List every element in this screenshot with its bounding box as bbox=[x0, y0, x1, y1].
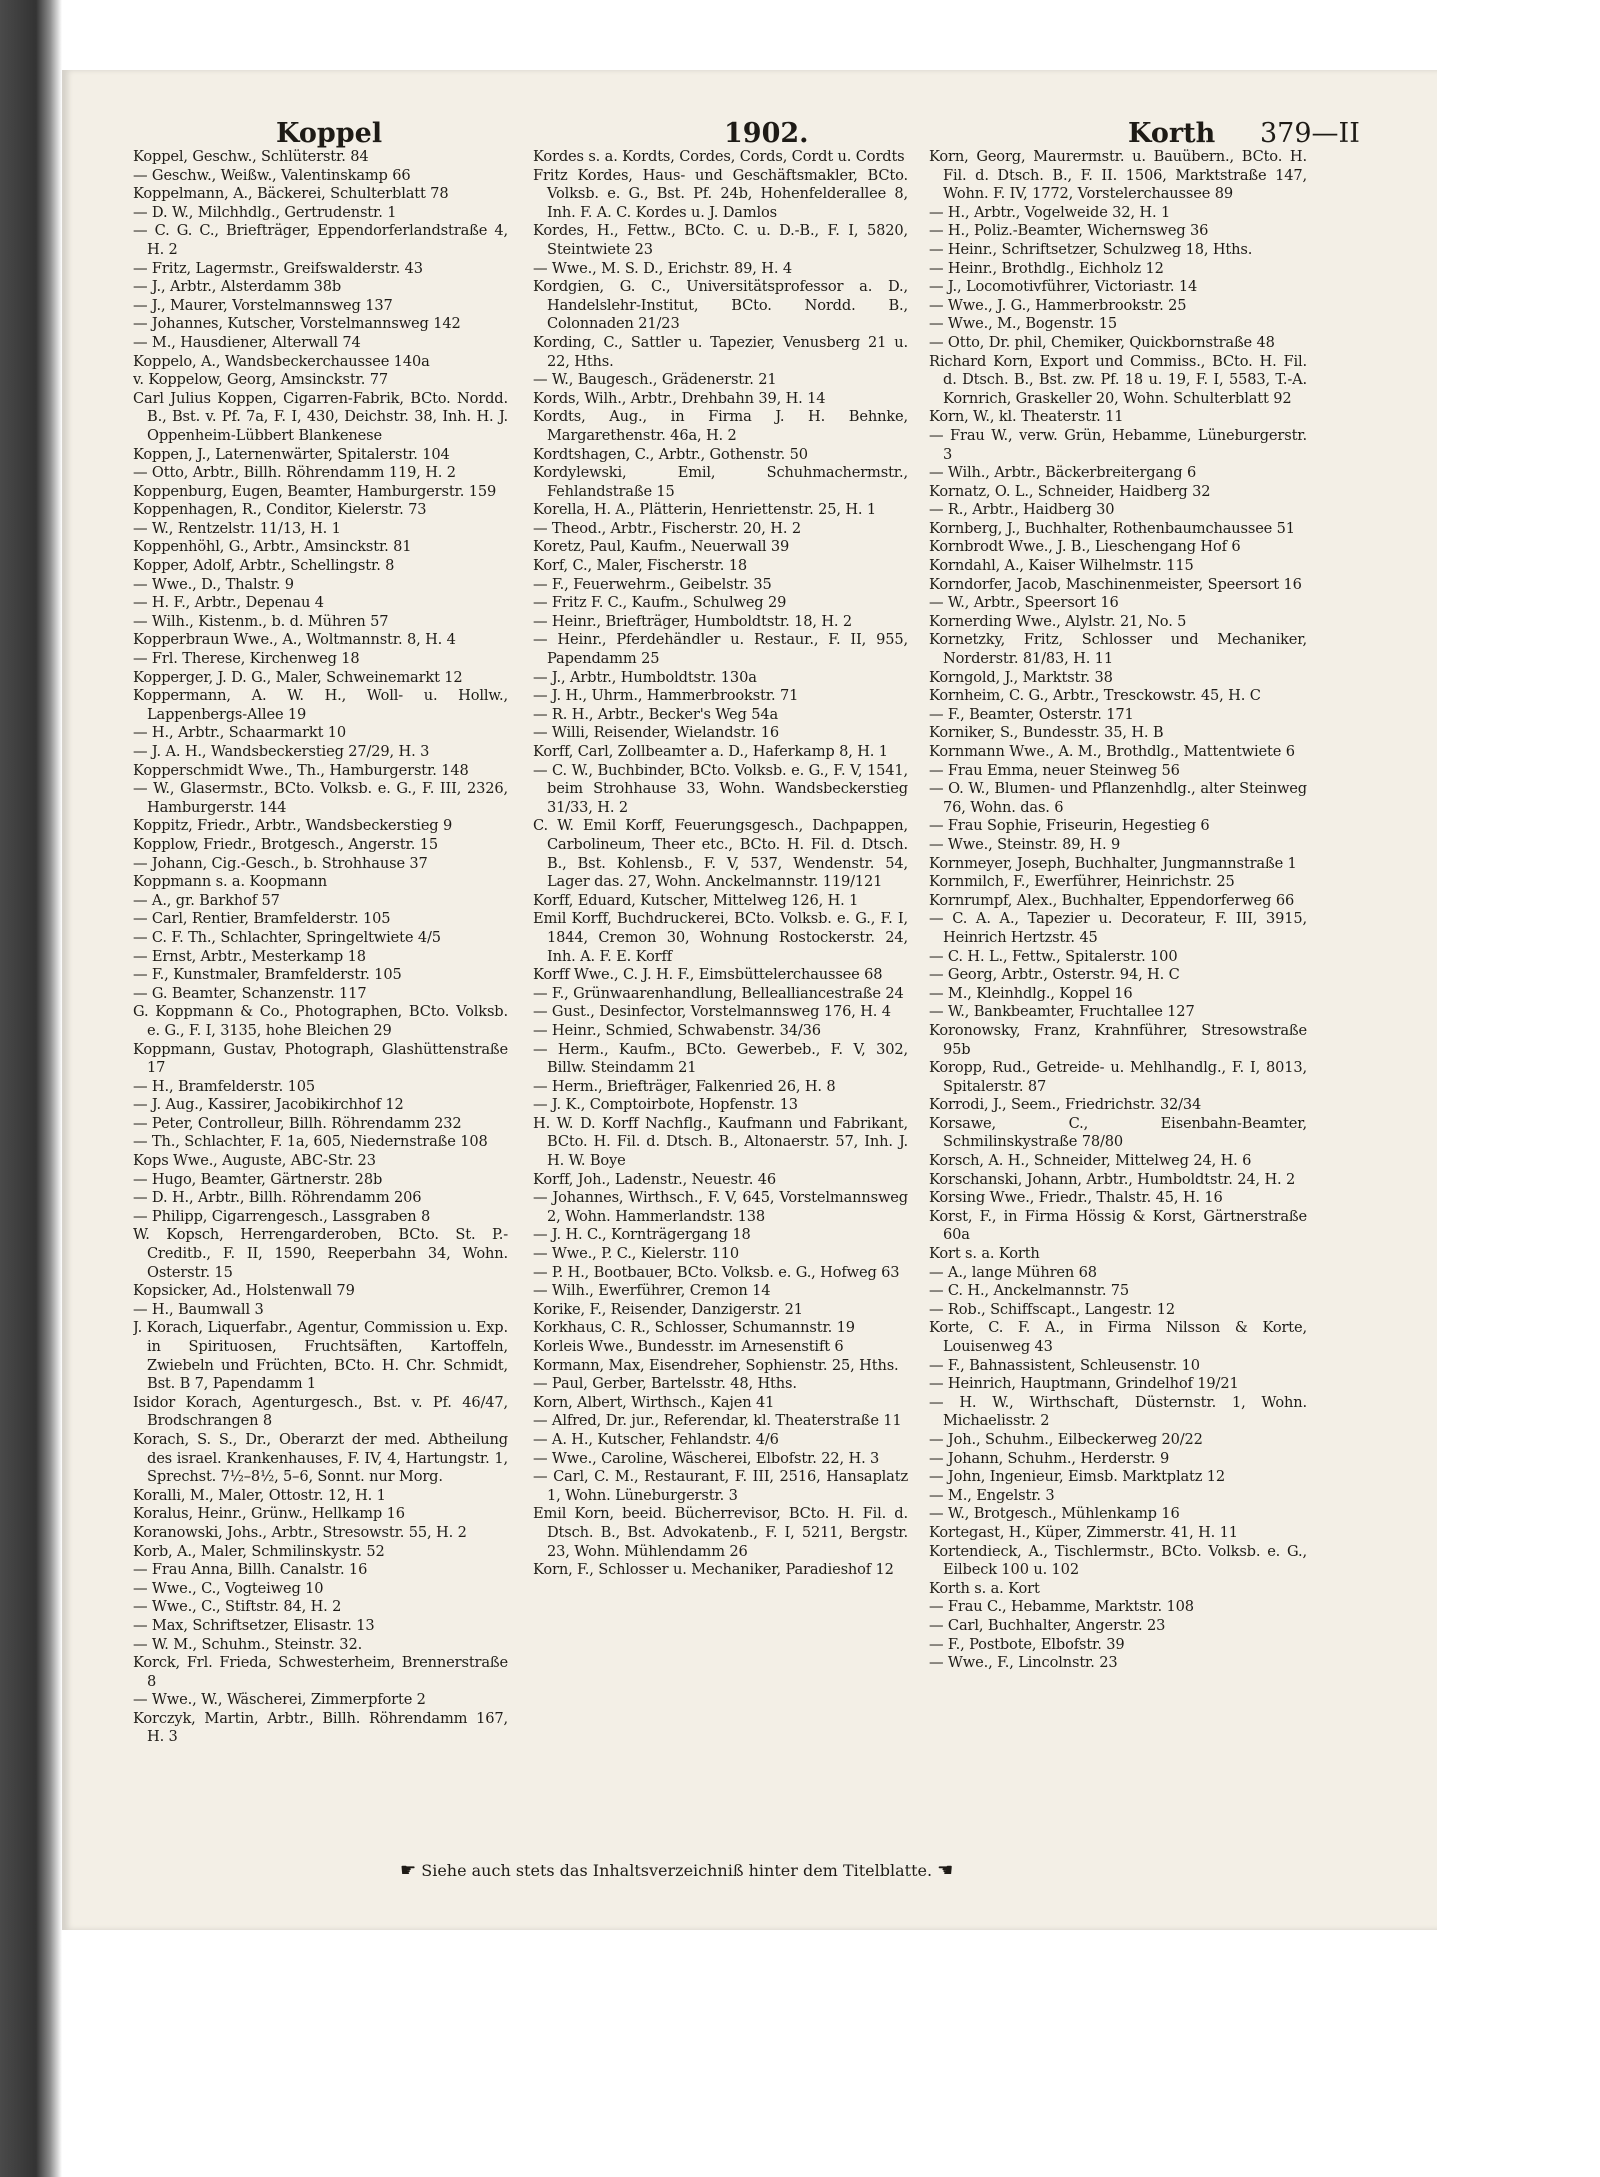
directory-entry: — M., Kleinhdlg., Koppel 16 bbox=[929, 984, 1133, 1002]
directory-entry: Kornatz, O. L., Schneider, Haidberg 32 bbox=[929, 482, 1211, 500]
directory-entry: — Heinrich, Hauptmann, Grindelhof 19/21 bbox=[929, 1375, 1239, 1393]
book-binding-edge bbox=[0, 0, 62, 2177]
directory-entry: — J., Maurer, Vorstelmannsweg 137 bbox=[133, 296, 393, 314]
directory-entry: Korn, Georg, Maurermstr. u. Bauübern., BCto. H. Fil. d. Dtsch. B., F. II. 1506, Marktstraße 147, Wohn. F. IV, 1772, Vorstelerchaussee 89 bbox=[929, 148, 1307, 203]
directory-entry: — C. H., Anckelmannstr. 75 bbox=[929, 1282, 1130, 1300]
directory-entry: Korach, S. S., Dr., Oberarzt der med. Abtheilung des israel. Krankenhauses, F. IV, 4, Hartungstr. 1, Sprechst. 7½–8½, 5–6, Sonnt. nur Morg. bbox=[133, 1430, 508, 1486]
directory-entry: — Th., Schlachter, F. 1a, 605, Niedernstraße 108 bbox=[133, 1133, 488, 1151]
directory-entry: Korth s. a. Kort bbox=[929, 1579, 1040, 1597]
directory-entry: Koretz, Paul, Kaufm., Neuerwall 39 bbox=[533, 538, 790, 556]
directory-entry: — Theod., Arbtr., Fischerstr. 20, H. 2 bbox=[533, 519, 801, 537]
directory-entry: Korsawe, C., Eisenbahn-Beamter, Schmilinskystraße 78/80 bbox=[929, 1114, 1307, 1151]
directory-entry: Korsing Wwe., Friedr., Thalstr. 45, H. 16 bbox=[929, 1189, 1223, 1207]
directory-entry: — J. K., Comptoirbote, Hopfenstr. 13 bbox=[533, 1096, 798, 1114]
directory-entry: Korniker, S., Bundesstr. 35, H. B bbox=[929, 724, 1164, 742]
directory-entry: — C. G. C., Briefträger, Eppendorferlandstraße 4, H. 2 bbox=[133, 222, 508, 258]
directory-entry: — R. H., Arbtr., Becker's Weg 54a bbox=[533, 705, 779, 723]
directory-entry: — Heinr., Schmied, Schwabenstr. 34/36 bbox=[533, 1021, 821, 1039]
directory-entry: — Heinr., Brothdlg., Eichholz 12 bbox=[929, 259, 1164, 277]
directory-entry: — Herm., Briefträger, Falkenried 26, H. 8 bbox=[533, 1077, 836, 1095]
directory-entry: Koppitz, Friedr., Arbtr., Wandsbeckerstieg 9 bbox=[133, 817, 453, 835]
directory-entry: — H., Bramfelderstr. 105 bbox=[133, 1077, 316, 1095]
pointing-hand-left-icon: ☛ bbox=[400, 1860, 417, 1881]
directory-entry: Kornberg, J., Buchhalter, Rothenbaumchaussee 51 bbox=[929, 519, 1295, 537]
directory-entry: — W., Arbtr., Speersort 16 bbox=[929, 594, 1119, 612]
directory-entry: — Geschw., Weißw., Valentinskamp 66 bbox=[133, 166, 411, 184]
directory-entry: Kordylewski, Emil, Schuhmachermstr., Fehlandstraße 15 bbox=[533, 464, 908, 500]
directory-entry: — H., Arbtr., Vogelweide 32, H. 1 bbox=[929, 203, 1171, 221]
directory-entry: — Frau Emma, neuer Steinweg 56 bbox=[929, 761, 1180, 779]
directory-entry: Kopsicker, Ad., Holstenwall 79 bbox=[133, 1282, 355, 1300]
directory-entry: — J., Arbtr., Alsterdamm 38b bbox=[133, 278, 342, 296]
directory-entry: — Wwe., C., Vogteiweg 10 bbox=[133, 1579, 324, 1597]
directory-entry: — H. W., Wirthschaft, Düsternstr. 1, Wohn. Michaelisstr. 2 bbox=[929, 1393, 1307, 1430]
directory-entry: W. Kopsch, Herrengarderoben, BCto. St. P.-Creditb., F. II, 1590, Reeperbahn 34, Wohn. Osterstr. 15 bbox=[133, 1226, 508, 1281]
directory-entry: J. Korach, Liquerfabr., Agentur, Commission u. Exp. in Spirituosen, Fruchtsäften, Kartoffeln, Zwiebeln und Früchten, BCto. H. Chr. Schmidt, Bst. B 7, Papendamm 1 bbox=[133, 1319, 508, 1393]
directory-entry: — Fritz F. C., Kaufm., Schulweg 29 bbox=[533, 594, 787, 612]
directory-entry: — A. H., Kutscher, Fehlandstr. 4/6 bbox=[533, 1430, 779, 1448]
directory-entry: — A., lange Mühren 68 bbox=[929, 1263, 1097, 1281]
directory-entry: — Wwe., D., Thalstr. 9 bbox=[133, 575, 294, 593]
directory-entry: Kornmeyer, Joseph, Buchhalter, Jungmannstraße 1 bbox=[929, 854, 1297, 872]
directory-entry: v. Koppelow, Georg, Amsinckstr. 77 bbox=[133, 371, 388, 389]
directory-entry: — F., Kunstmaler, Bramfelderstr. 105 bbox=[133, 966, 402, 984]
directory-entry: — F., Beamter, Osterstr. 171 bbox=[929, 705, 1134, 723]
directory-entry: Korkhaus, C. R., Schlosser, Schumannstr. 19 bbox=[533, 1319, 855, 1337]
directory-entry: — H. F., Arbtr., Depenau 4 bbox=[133, 594, 324, 612]
directory-entry: Kordts, Aug., in Firma J. H. Behnke, Margarethenstr. 46a, H. 2 bbox=[533, 408, 908, 444]
directory-column-2 bbox=[533, 148, 908, 1848]
directory-entry: — Johann, Schuhm., Herderstr. 9 bbox=[929, 1449, 1170, 1467]
directory-entry: — Ernst, Arbtr., Mesterkamp 18 bbox=[133, 947, 366, 965]
directory-entry: Korck, Frl. Frieda, Schwesterheim, Brennerstraße 8 bbox=[133, 1654, 508, 1690]
directory-entry: — Johann, Cig.-Gesch., b. Strohhause 37 bbox=[133, 854, 428, 872]
directory-entry: — Wwe., P. C., Kielerstr. 110 bbox=[533, 1245, 739, 1263]
directory-entry: Koppelo, A., Wandsbeckerchaussee 140a bbox=[133, 352, 430, 370]
directory-entry: C. W. Emil Korff, Feuerungsgesch., Dachpappen, Carbolineum, Theer etc., BCto. H. Fil. d. Dtsch. B., Bst. Kohlensb., F. V, 537, Wendenstr. 54, Lager das. 27, Wohn. Anckelmannstr. 119/121 bbox=[533, 817, 908, 891]
directory-entry: Korff, Carl, Zollbeamter a. D., Haferkamp 8, H. 1 bbox=[533, 743, 888, 760]
directory-entry: Kornbrodt Wwe., J. B., Lieschengang Hof 6 bbox=[929, 538, 1241, 556]
directory-entry: — Carl, C. M., Restaurant, F. III, 2516, Hansaplatz 1, Wohn. Lüneburgerstr. 3 bbox=[533, 1468, 908, 1504]
directory-entry: — Frau W., verw. Grün, Hebamme, Lüneburgerstr. 3 bbox=[929, 426, 1307, 463]
directory-entry: — Georg, Arbtr., Osterstr. 94, H. C bbox=[929, 966, 1180, 984]
directory-entry: Korb, A., Maler, Schmilinskystr. 52 bbox=[133, 1542, 385, 1560]
directory-entry: Koppenhöhl, G., Arbtr., Amsinckstr. 81 bbox=[133, 538, 412, 556]
directory-entry: Fritz Kordes, Haus- und Geschäftsmakler, BCto. Volksb. e. G., Bst. Pf. 24b, Hohenfelderallee 8, Inh. F. A. C. Kordes u. J. Damlos bbox=[533, 166, 908, 221]
directory-entry: Korsch, A. H., Schneider, Mittelweg 24, H. 6 bbox=[929, 1152, 1252, 1170]
directory-entry: — W., Brotgesch., Mühlenkamp 16 bbox=[929, 1505, 1180, 1523]
directory-entry: — F., Postbote, Elbofstr. 39 bbox=[929, 1635, 1125, 1653]
directory-entry: — Frau Anna, Billh. Canalstr. 16 bbox=[133, 1561, 368, 1579]
directory-entry: Emil Korn, beeid. Bücherrevisor, BCto. H. Fil. d. Dtsch. B., Bst. Advokatenb., F. I, 5211, Bergstr. 23, Wohn. Mühlendamm 26 bbox=[533, 1505, 908, 1560]
directory-entry: Kortendieck, A., Tischlermstr., BCto. Volksb. e. G., Eilbeck 100 u. 102 bbox=[929, 1542, 1307, 1579]
directory-entry: — Wwe., M., Bogenstr. 15 bbox=[929, 315, 1117, 333]
directory-entry: Korff, Joh., Ladenstr., Neuestr. 46 bbox=[533, 1170, 776, 1188]
directory-entry: — Paul, Gerber, Bartelsstr. 48, Hths. bbox=[533, 1375, 797, 1393]
directory-entry: — Wwe., Caroline, Wäscherei, Elbofstr. 22, H. 3 bbox=[533, 1449, 880, 1467]
directory-entry: — Hugo, Beamter, Gärtnerstr. 28b bbox=[133, 1170, 383, 1188]
directory-entry: Koppmann, Gustav, Photograph, Glashüttenstraße 17 bbox=[133, 1040, 508, 1077]
pointing-hand-right-icon: ☚ bbox=[937, 1860, 954, 1881]
directory-entry: — J. H. C., Kornträgergang 18 bbox=[533, 1226, 751, 1244]
directory-entry: — G. Beamter, Schanzenstr. 117 bbox=[133, 984, 367, 1002]
directory-entry: Kopper, Adolf, Arbtr., Schellingstr. 8 bbox=[133, 557, 395, 575]
directory-entry: — Wwe., W., Wäscherei, Zimmerpforte 2 bbox=[133, 1691, 426, 1709]
directory-entry: Kopperbraun Wwe., A., Woltmannstr. 8, H. 4 bbox=[133, 631, 456, 649]
directory-entry: — C. F. Th., Schlachter, Springeltwiete 4/5 bbox=[133, 928, 441, 946]
header-left-catchword: Koppel bbox=[276, 118, 383, 149]
directory-entry: Korrodi, J., Seem., Friedrichstr. 32/34 bbox=[929, 1096, 1202, 1114]
directory-entry: — Rob., Schiffscapt., Langestr. 12 bbox=[929, 1300, 1176, 1318]
directory-entry: Korn, W., kl. Theaterstr. 11 bbox=[929, 408, 1124, 426]
directory-entry: Korczyk, Martin, Arbtr., Billh. Röhrendamm 167, H. 3 bbox=[133, 1709, 508, 1746]
footer-note bbox=[400, 1860, 1120, 1884]
directory-entry: Koppermann, A. W. H., Woll- u. Hollw., Lappenbergs-Allee 19 bbox=[133, 687, 508, 723]
directory-entry: Richard Korn, Export und Commiss., BCto. H. Fil. d. Dtsch. B., Bst. zw. Pf. 18 u. 19, F. I, 5583, T.-A. Kornrich, Graskeller 20, Wohn. Schulterblatt 92 bbox=[929, 352, 1307, 407]
directory-entry: — Wwe., J. G., Hammerbrookstr. 25 bbox=[929, 296, 1187, 314]
directory-entry: — W., Glasermstr., BCto. Volksb. e. G., F. III, 2326, Hamburgerstr. 144 bbox=[133, 780, 508, 816]
directory-entry: Koralus, Heinr., Grünw., Hellkamp 16 bbox=[133, 1505, 405, 1523]
directory-entry: — Wilh., Arbtr., Bäckerbreitergang 6 bbox=[929, 464, 1197, 482]
directory-column-1 bbox=[133, 148, 508, 1848]
directory-entry: Korella, H. A., Plätterin, Henriettenstr. 25, H. 1 bbox=[533, 501, 877, 519]
directory-entry: — Heinr., Pferdehändler u. Restaur., F. II, 955, Papendamm 25 bbox=[533, 631, 908, 668]
directory-entry: — Philipp, Cigarrengesch., Lassgraben 8 bbox=[133, 1207, 431, 1225]
directory-entry: — Carl, Buchhalter, Angerstr. 23 bbox=[929, 1616, 1166, 1634]
directory-entry: Kort s. a. Korth bbox=[929, 1245, 1040, 1263]
directory-entry: — Willi, Reisender, Wielandstr. 16 bbox=[533, 724, 779, 742]
directory-entry: — W., Baugesch., Grädenerstr. 21 bbox=[533, 371, 777, 389]
directory-entry: Korf, C., Maler, Fischerstr. 18 bbox=[533, 557, 747, 575]
directory-entry: Koppelmann, A., Bäckerei, Schulterblatt 78 bbox=[133, 185, 449, 203]
directory-entry: Korndahl, A., Kaiser Wilhelmstr. 115 bbox=[929, 557, 1194, 575]
directory-entry: — Frl. Therese, Kirchenweg 18 bbox=[133, 650, 360, 668]
directory-entry: — Joh., Schuhm., Eilbeckerweg 20/22 bbox=[929, 1430, 1203, 1448]
directory-entry: — W., Rentzelstr. 11/13, H. 1 bbox=[133, 519, 341, 537]
directory-entry: — F., Bahnassistent, Schleusenstr. 10 bbox=[929, 1356, 1200, 1374]
directory-entry: — W., Bankbeamter, Fruchtallee 127 bbox=[929, 1003, 1195, 1021]
footer-text: Siehe auch stets das Inhaltsverzeichniß hinter dem Titelblatte. bbox=[421, 1861, 933, 1880]
directory-entry: — D. H., Arbtr., Billh. Röhrendamm 206 bbox=[133, 1189, 422, 1207]
directory-entry: Kornmann Wwe., A. M., Brothdlg., Mattentwiete 6 bbox=[929, 743, 1295, 760]
directory-entry: Korndorfer, Jacob, Maschinenmeister, Speersort 16 bbox=[929, 575, 1302, 593]
directory-entry: Emil Korff, Buchdruckerei, BCto. Volksb. e. G., F. I, 1844, Cremon 30, Wohnung Rostockerstr. 24, Inh. A. F. E. Korff bbox=[533, 910, 908, 965]
directory-entry: — Max, Schriftsetzer, Elisastr. 13 bbox=[133, 1616, 375, 1634]
directory-entry: — R., Arbtr., Haidberg 30 bbox=[929, 501, 1115, 519]
directory-entry: Korte, C. F. A., in Firma Nilsson & Korte, Louisenweg 43 bbox=[929, 1319, 1307, 1355]
directory-entry: Koropp, Rud., Getreide- u. Mehlhandlg., F. I, 8013, Spitalerstr. 87 bbox=[929, 1059, 1307, 1095]
page-number: 379—II bbox=[1260, 118, 1360, 149]
directory-entry: Kops Wwe., Auguste, ABC-Str. 23 bbox=[133, 1152, 376, 1170]
directory-entry: Korff, Eduard, Kutscher, Mittelweg 126, H. 1 bbox=[533, 891, 859, 909]
directory-entry: — Fritz, Lagermstr., Greifswalderstr. 43 bbox=[133, 259, 423, 277]
directory-entry: — H., Baumwall 3 bbox=[133, 1300, 264, 1318]
directory-entry: — Wwe., F., Lincolnstr. 23 bbox=[929, 1654, 1118, 1672]
directory-entry: — P. H., Bootbauer, BCto. Volksb. e. G., Hofweg 63 bbox=[533, 1263, 900, 1281]
directory-entry: — M., Hausdiener, Alterwall 74 bbox=[133, 333, 361, 351]
directory-entry: Kormann, Max, Eisendreher, Sophienstr. 25, Hths. bbox=[533, 1356, 899, 1374]
directory-entry: Kordtshagen, C., Arbtr., Gothenstr. 50 bbox=[533, 445, 808, 463]
directory-entry: — C. H. L., Fettw., Spitalerstr. 100 bbox=[929, 947, 1178, 965]
directory-entry: — Peter, Controlleur, Billh. Röhrendamm 232 bbox=[133, 1114, 462, 1132]
directory-entry: — D. W., Milchhdlg., Gertrudenstr. 1 bbox=[133, 203, 397, 221]
directory-entry: — J. Aug., Kassirer, Jacobikirchhof 12 bbox=[133, 1096, 404, 1114]
directory-entry: — A., gr. Barkhof 57 bbox=[133, 891, 280, 909]
directory-entry: G. Koppmann & Co., Photographen, BCto. Volksb. e. G., F. I, 3135, hohe Bleichen 29 bbox=[133, 1003, 508, 1039]
directory-entry: Koppen, J., Laternenwärter, Spitalerstr. 104 bbox=[133, 445, 450, 463]
directory-entry: — W. M., Schuhm., Steinstr. 32. bbox=[133, 1635, 363, 1653]
directory-entry: Korn, Albert, Wirthsch., Kajen 41 bbox=[533, 1393, 775, 1411]
directory-entry: Koronowsky, Franz, Krahnführer, Stresowstraße 95b bbox=[929, 1021, 1307, 1058]
directory-entry: Kordes s. a. Kordts, Cordes, Cords, Cordt u. Cordts bbox=[533, 148, 905, 165]
directory-entry: — Johannes, Kutscher, Vorstelmannsweg 142 bbox=[133, 315, 461, 333]
directory-entry: Kording, C., Sattler u. Tapezier, Venusberg 21 u. 22, Hths. bbox=[533, 333, 908, 370]
directory-entry: — Heinr., Schriftsetzer, Schulzweg 18, Hths. bbox=[929, 240, 1253, 258]
directory-entry: Carl Julius Koppen, Cigarren-Fabrik, BCto. Nordd. B., Bst. v. Pf. 7a, F. I, 430, Deichstr. 38, Inh. H. J. Oppenheim-Lübbert Blankenese bbox=[133, 389, 508, 444]
directory-entry: — Carl, Rentier, Bramfelderstr. 105 bbox=[133, 910, 391, 928]
directory-entry: — H., Arbtr., Schaarmarkt 10 bbox=[133, 724, 347, 742]
directory-entry: Kopplow, Friedr., Brotgesch., Angerstr. 15 bbox=[133, 835, 438, 853]
directory-entry: Korff Wwe., C. J. H. F., Eimsbüttelerchaussee 68 bbox=[533, 966, 883, 984]
directory-entry: Korike, F., Reisender, Danzigerstr. 21 bbox=[533, 1300, 803, 1318]
directory-entry: Kopperschmidt Wwe., Th., Hamburgerstr. 148 bbox=[133, 761, 469, 779]
directory-entry: — C. W., Buchbinder, BCto. Volksb. e. G., F. V, 1541, beim Strohhause 33, Wohn. Wandsbeckerstieg 31/33, H. 2 bbox=[533, 761, 908, 816]
directory-entry: Korst, F., in Firma Hössig & Korst, Gärtnerstraße 60a bbox=[929, 1207, 1307, 1244]
directory-entry: Korngold, J., Marktstr. 38 bbox=[929, 668, 1113, 686]
directory-entry: Kords, Wilh., Arbtr., Drehbahn 39, H. 14 bbox=[533, 389, 826, 407]
directory-entry: — Alfred, Dr. jur., Referendar, kl. Theaterstraße 11 bbox=[533, 1412, 902, 1430]
directory-entry: — J. H., Uhrm., Hammerbrookstr. 71 bbox=[533, 687, 799, 705]
directory-entry: Korleis Wwe., Bundesstr. im Arnesenstift 6 bbox=[533, 1338, 844, 1355]
directory-entry: — M., Engelstr. 3 bbox=[929, 1486, 1055, 1504]
directory-entry: Kornrumpf, Alex., Buchhalter, Eppendorferweg 66 bbox=[929, 891, 1295, 909]
directory-entry: — Otto, Dr. phil, Chemiker, Quickbornstraße 48 bbox=[929, 333, 1275, 351]
directory-entry: — F., Grünwaarenhandlung, Bellealliancestraße 24 bbox=[533, 984, 904, 1002]
directory-entry: — Wwe., M. S. D., Erichstr. 89, H. 4 bbox=[533, 259, 792, 277]
directory-entry: — C. A. A., Tapezier u. Decorateur, F. III, 3915, Heinrich Hertzstr. 45 bbox=[929, 910, 1307, 946]
directory-entry: H. W. D. Korff Nachflg., Kaufmann und Fabrikant, BCto. H. Fil. d. Dtsch. B., Altonaerstr. 57, Inh. J. H. W. Boye bbox=[533, 1114, 908, 1170]
directory-entry: — J., Locomotivführer, Victoriastr. 14 bbox=[929, 278, 1198, 296]
directory-entry: — Wwe., C., Stiftstr. 84, H. 2 bbox=[133, 1598, 342, 1616]
directory-entry: Kornetzky, Fritz, Schlosser und Mechaniker, Norderstr. 81/83, H. 11 bbox=[929, 631, 1307, 668]
directory-entry: — Wilh., Kistenm., b. d. Mühren 57 bbox=[133, 612, 389, 630]
directory-entry: Kornmilch, F., Ewerführer, Heinrichstr. 25 bbox=[929, 873, 1235, 891]
directory-entry: — Herm., Kaufm., BCto. Gewerbeb., F. V, 302, Billw. Steindamm 21 bbox=[533, 1040, 908, 1077]
header-right-catchword: Korth bbox=[1128, 118, 1216, 149]
directory-entry: — O. W., Blumen- und Pflanzenhdlg., alter Steinweg 76, Wohn. das. 6 bbox=[929, 780, 1307, 816]
directory-entry: Isidor Korach, Agenturgesch., Bst. v. Pf. 46/47, Brodschrangen 8 bbox=[133, 1393, 508, 1430]
directory-entry: — Otto, Arbtr., Billh. Röhrendamm 119, H. 2 bbox=[133, 464, 456, 482]
directory-entry: Koppenhagen, R., Conditor, Kielerstr. 73 bbox=[133, 501, 427, 519]
directory-entry: — Johannes, Wirthsch., F. V, 645, Vorstelmannsweg 2, Wohn. Hammerlandstr. 138 bbox=[533, 1189, 908, 1225]
directory-entry: Koranowski, Johs., Arbtr., Stresowstr. 55, H. 2 bbox=[133, 1523, 467, 1541]
directory-entry: — H., Poliz.-Beamter, Wichernsweg 36 bbox=[929, 222, 1209, 240]
directory-entry: — Frau Sophie, Friseurin, Hegestieg 6 bbox=[929, 817, 1210, 835]
directory-entry: Kortegast, H., Küper, Zimmerstr. 41, H. 11 bbox=[929, 1523, 1238, 1541]
directory-entry: — J. A. H., Wandsbeckerstieg 27/29, H. 3 bbox=[133, 743, 430, 760]
directory-entry: Koppmann s. a. Koopmann bbox=[133, 873, 328, 891]
directory-entry: — F., Feuerwehrm., Geibelstr. 35 bbox=[533, 575, 772, 593]
directory-entry: Kordes, H., Fettw., BCto. C. u. D.-B., F. I, 5820, Steintwiete 23 bbox=[533, 222, 908, 258]
directory-entry: Kordgien, G. C., Universitätsprofessor a. D., Handelslehr-Institut, BCto. Nordd. B., Colonnaden 21/23 bbox=[533, 278, 908, 333]
directory-entry: Kornerding Wwe., Alylstr. 21, No. 5 bbox=[929, 612, 1187, 630]
header-year: 1902. bbox=[724, 118, 809, 149]
directory-entry: — John, Ingenieur, Eimsb. Marktplatz 12 bbox=[929, 1468, 1226, 1486]
directory-entry: Korschanski, Johann, Arbtr., Humboldtstr. 24, H. 2 bbox=[929, 1170, 1296, 1188]
directory-entry: — Wwe., Steinstr. 89, H. 9 bbox=[929, 835, 1121, 853]
directory-entry: Kornheim, C. G., Arbtr., Tresckowstr. 45, H. C bbox=[929, 687, 1261, 705]
directory-entry: Korn, F., Schlosser u. Mechaniker, Paradieshof 12 bbox=[533, 1561, 894, 1579]
directory-entry: Koppel, Geschw., Schlüterstr. 84 bbox=[133, 148, 369, 165]
directory-entry: — Frau C., Hebamme, Marktstr. 108 bbox=[929, 1598, 1194, 1616]
directory-entry: — Wilh., Ewerführer, Cremon 14 bbox=[533, 1282, 771, 1300]
directory-entry: — Gust., Desinfector, Vorstelmannsweg 176, H. 4 bbox=[533, 1003, 891, 1021]
directory-entry: — J., Arbtr., Humboldtstr. 130a bbox=[533, 668, 757, 686]
directory-entry: — Heinr., Briefträger, Humboldtstr. 18, H. 2 bbox=[533, 612, 853, 630]
directory-entry: Kopperger, J. D. G., Maler, Schweinemarkt 12 bbox=[133, 668, 463, 686]
directory-entry: Koppenburg, Eugen, Beamter, Hamburgerstr. 159 bbox=[133, 482, 497, 500]
directory-column-3 bbox=[929, 148, 1307, 1848]
directory-entry: Koralli, M., Maler, Ottostr. 12, H. 1 bbox=[133, 1486, 386, 1504]
